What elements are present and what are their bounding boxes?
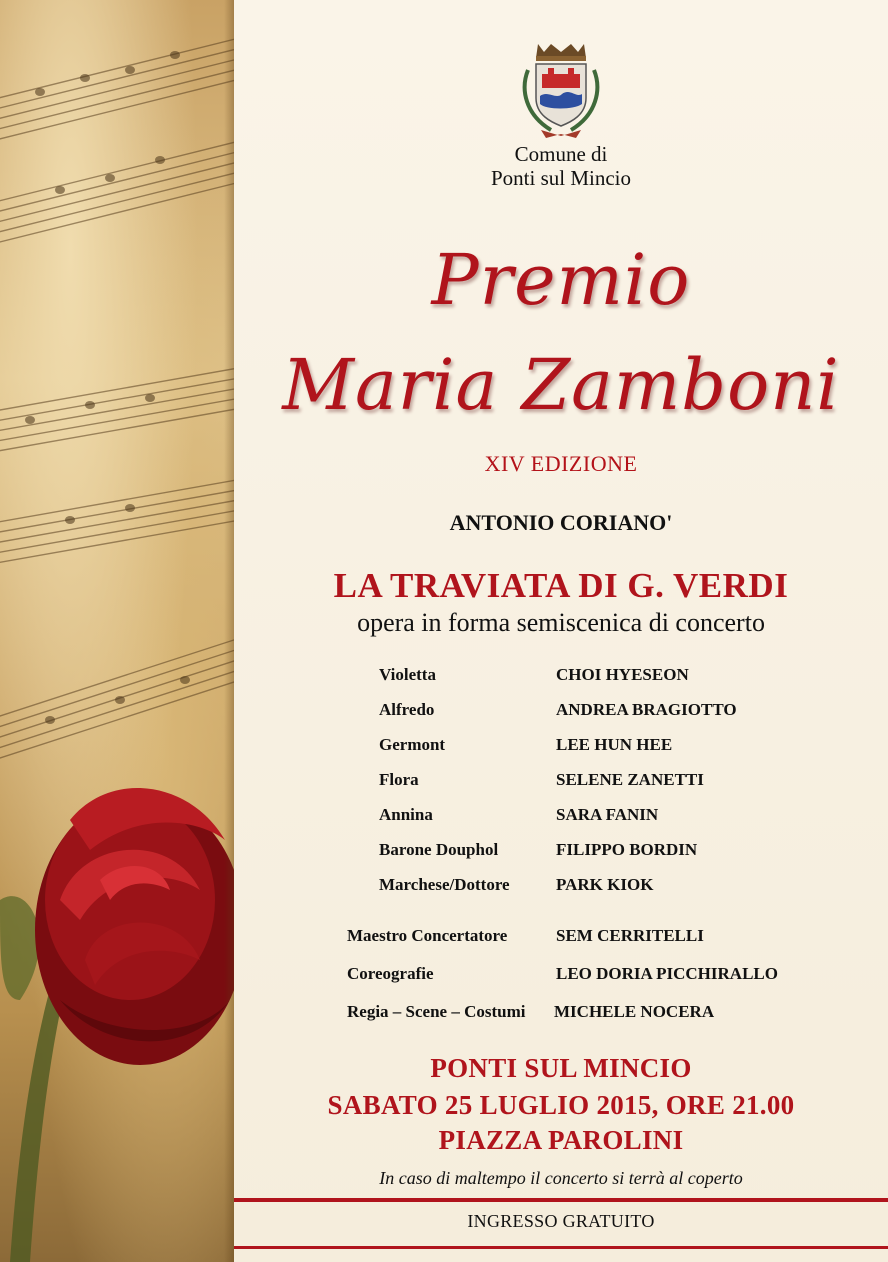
cast-role: Barone Douphol xyxy=(379,840,499,859)
red-rose-image xyxy=(0,788,234,1262)
staff-name: MICHELE NOCERA xyxy=(554,1002,715,1021)
municipality-name: Ponti sul Mincio xyxy=(490,166,632,190)
divider xyxy=(234,1198,888,1202)
staff-role: Regia – Scene – Costumi xyxy=(347,1002,526,1021)
staff-name: SEM CERRITELLI xyxy=(556,926,704,945)
opera-subtitle: opera in forma semiscenica di concerto xyxy=(357,608,765,637)
municipal-coat-of-arms-icon xyxy=(516,40,606,140)
cast-singer: FILIPPO BORDIN xyxy=(556,840,698,859)
staff-role: Coreografie xyxy=(347,964,434,983)
cast-role: Marchese/Dottore xyxy=(379,875,510,894)
poster-content xyxy=(234,0,888,1262)
cast-singer: LEE HUN HEE xyxy=(556,735,673,754)
cast-singer: PARK KIOK xyxy=(556,875,654,894)
award-title-line2: Maria Zamboni xyxy=(282,344,840,426)
cast-singer: SARA FANIN xyxy=(556,805,659,824)
event-date-time: SABATO 25 LUGLIO 2015, ORE 21.00 xyxy=(327,1090,795,1120)
free-entry-label: INGRESSO GRATUITO xyxy=(467,1211,655,1231)
award-title-line1: Premio xyxy=(431,239,691,321)
venue-town: PONTI SUL MINCIO xyxy=(430,1053,692,1083)
cast-singer: ANDREA BRAGIOTTO xyxy=(556,700,737,719)
edition-label: XIV EDIZIONE xyxy=(484,451,638,476)
cast-role: Germont xyxy=(379,735,446,754)
cast-role: Flora xyxy=(379,770,419,789)
cast-singer: CHOI HYESEON xyxy=(556,665,689,684)
municipality-label: Comune di xyxy=(514,142,608,166)
weather-note: In caso di maltempo il concerto si terrà al coperto xyxy=(379,1168,743,1188)
cast-role: Violetta xyxy=(379,665,436,684)
venue-square: PIAZZA PAROLINI xyxy=(438,1125,684,1155)
staff-role: Maestro Concertatore xyxy=(347,926,508,945)
decorative-side-panel xyxy=(0,0,234,1262)
director-name: ANTONIO CORIANO' xyxy=(449,510,673,535)
cast-role: Alfredo xyxy=(379,700,435,719)
bottom-divider xyxy=(234,1246,888,1249)
opera-title: LA TRAVIATA DI G. VERDI xyxy=(333,566,789,605)
cast-singer: SELENE ZANETTI xyxy=(556,770,704,789)
staff-name: LEO DORIA PICCHIRALLO xyxy=(556,964,778,983)
cast-role: Annina xyxy=(379,805,433,824)
sheet-music-background xyxy=(0,0,234,1262)
